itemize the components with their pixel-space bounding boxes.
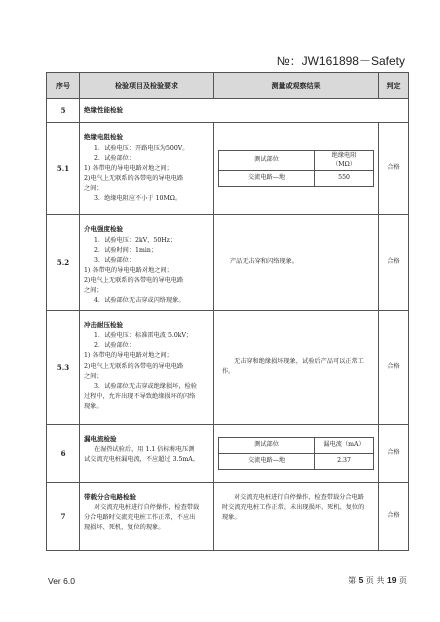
page-mid: 页 共 [365,576,385,585]
requirement-line: 2．试验部位： [94,154,136,162]
item-requirements [80,310,214,424]
page-number: 5 [358,575,364,585]
requirement-line: 对交流充电桩进行自停操作，检查带载 [94,504,200,512]
table-row [47,215,409,311]
result-table-header: 漏电流（mA） [315,437,374,453]
requirement-line: 现损坏、死机、复位的现象。 [84,524,165,532]
page-suffix: 页 [399,576,407,585]
row-number: 5.3 [47,310,80,424]
item-title: 冲击耐压检验 [84,320,123,329]
result-table [218,437,374,470]
requirement-line: 现象。 [84,402,103,410]
requirement-line: 之间； [84,372,103,380]
item-requirements [80,123,214,215]
version-label: Ver 6.0 [48,576,75,586]
judgment-cell: 合格 [379,215,409,311]
result-table-cell: 交流电路—地 [219,171,315,187]
document-number: №：JW161898－Safety [276,54,405,68]
requirement-line: 1) 各带电的导电电路对地之间； [84,164,173,172]
requirement-line: 2)电气上无联系的各带电的导电电路 [84,276,184,284]
page-indicator [348,575,407,586]
result-table-header: 绝缘电阻 （MΩ） [315,150,374,170]
col-header-judgment: 判定 [379,73,409,99]
item-title: 绝缘电阻检验 [84,133,123,141]
item-title: 介电强度检验 [84,225,123,233]
table-row [47,123,409,215]
result-cell [214,424,379,482]
col-header-no: 序号 [47,73,80,99]
result-table-header: 测试部位 [219,437,315,453]
section-title: 绝缘性能检验 [80,99,409,123]
table-row [47,310,409,424]
page-prefix: 第 [348,576,357,585]
requirement-line: 试交流充电桩漏电流，不应超过 3.5mA。 [84,456,199,464]
judgment-cell: 合格 [379,310,409,424]
judgment-cell: 合格 [379,424,409,482]
result-text: 对交流充电桩进行自停操作，检查带载分合电路时交流充电桩工作正常，未出现损坏、死机、复位的现象。 [222,493,365,521]
result-table-header: 测试部位 [219,150,315,170]
requirement-line: 4．试验部位无击穿或闪络现象。 [94,296,185,304]
row-number: 5.2 [47,215,80,311]
requirement-line: 2．试验时间：1min； [94,246,158,254]
item-title: 带载分合电路检验 [84,492,136,501]
judgment-cell: 合格 [379,482,409,550]
judgment-cell: 合格 [379,123,409,215]
requirement-line: 1．试验电压：标准雷电波 5.0kV； [94,332,193,340]
item-requirements [80,215,214,311]
requirement-line: 2)电气上无联系的各带电的导电电路 [84,174,184,182]
result-cell [214,123,379,215]
row-number: 6 [47,424,80,482]
requirement-line: 3．试验部位： [94,256,136,264]
requirement-line: 之间； [84,184,103,192]
section-row [47,99,409,123]
result-table [218,150,374,187]
requirement-line: 分合电路时交流充电桩工作正常，不应出 [84,514,196,522]
result-text: 无击穿和绝缘损坏现象，试验后产品可以正常工作。 [222,358,364,376]
requirement-line: 过程中，允许出现不导致绝缘损坏的闪络 [84,392,196,400]
table-row [47,482,409,550]
item-requirements [80,424,214,482]
requirement-line: 1．试验电压：开路电压为500V。 [94,144,189,152]
requirement-line: 1) 各带电的导电电路对地之间； [84,266,173,274]
page-total: 19 [386,575,397,585]
row-number: 7 [47,482,80,550]
requirement-line: 2)电气上无联系的各带电的导电电路 [84,362,184,370]
section-number: 5 [47,99,80,123]
table-header-row [47,73,409,99]
item-title: 漏电流检验 [84,434,117,443]
result-text: 产品无击穿和闪络现象。 [230,258,299,266]
result-cell [214,215,379,311]
result-table-cell: 550 [315,171,374,187]
requirement-line: 2．试验部位： [94,342,136,350]
col-header-result: 测量或观察结果 [214,73,379,99]
col-header-item: 检验项目及检验要求 [80,73,214,99]
requirement-line: 1．试验电压：2kV、50Hz； [94,236,177,244]
requirement-line: 3．绝缘电阻应不小于 10MΩ。 [94,194,182,202]
table-row [47,424,409,482]
item-requirements [80,482,214,550]
requirement-line: 3．试验部位无击穿或绝缘损坏，检验 [94,382,197,390]
result-table-cell: 交流电路—地 [219,453,315,469]
requirement-line: 之间； [84,286,103,294]
inspection-table [46,72,409,551]
requirement-line: 在湿热试验后，用 1.1 倍标称电压测 [94,446,195,454]
row-number: 5.1 [47,123,80,215]
result-cell [214,310,379,424]
requirement-line: 1) 各带电的导电电路对地之间； [84,352,173,360]
result-cell [214,482,379,550]
result-table-cell: 2.37 [315,453,374,469]
